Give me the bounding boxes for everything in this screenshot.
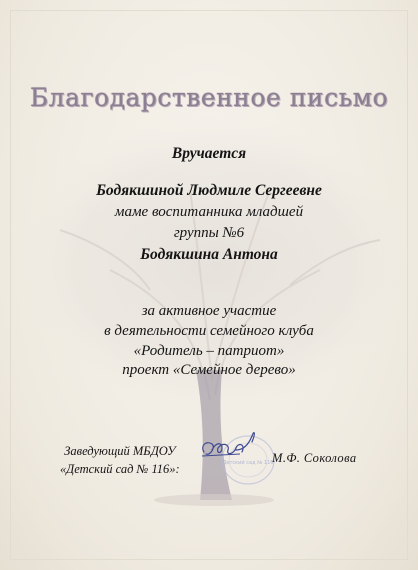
- signer-name: М.Ф. Соколова: [272, 451, 357, 465]
- reason-line-2: в деятельности семейного клуба: [104, 323, 314, 339]
- recipient-relation: маме воспитанника младшей: [114, 204, 304, 220]
- awarded-label: Вручается: [171, 145, 247, 162]
- signer-position: [60, 442, 180, 478]
- reason-line-4: проект «Семейное дерево»: [122, 362, 296, 378]
- child-name: Бодякшина Антона: [140, 246, 278, 263]
- group-number: группы №6: [173, 225, 245, 241]
- seal-and-signature: [196, 420, 276, 490]
- signer-position-line-2: «Детский сад № 116»:: [60, 462, 180, 476]
- recipient-name: Бодякшиной Людмиле Сергеевне: [96, 182, 322, 199]
- reason-line-3: «Родитель – патриот»: [133, 343, 285, 359]
- svg-text:Детский сад № 116: Детский сад № 116: [222, 460, 274, 466]
- signer-position-line-1: Заведующий МБДОУ: [64, 444, 176, 458]
- certificate-title: Благодарственное письмо: [29, 83, 389, 112]
- reason-line-1: за активное участие: [141, 303, 277, 319]
